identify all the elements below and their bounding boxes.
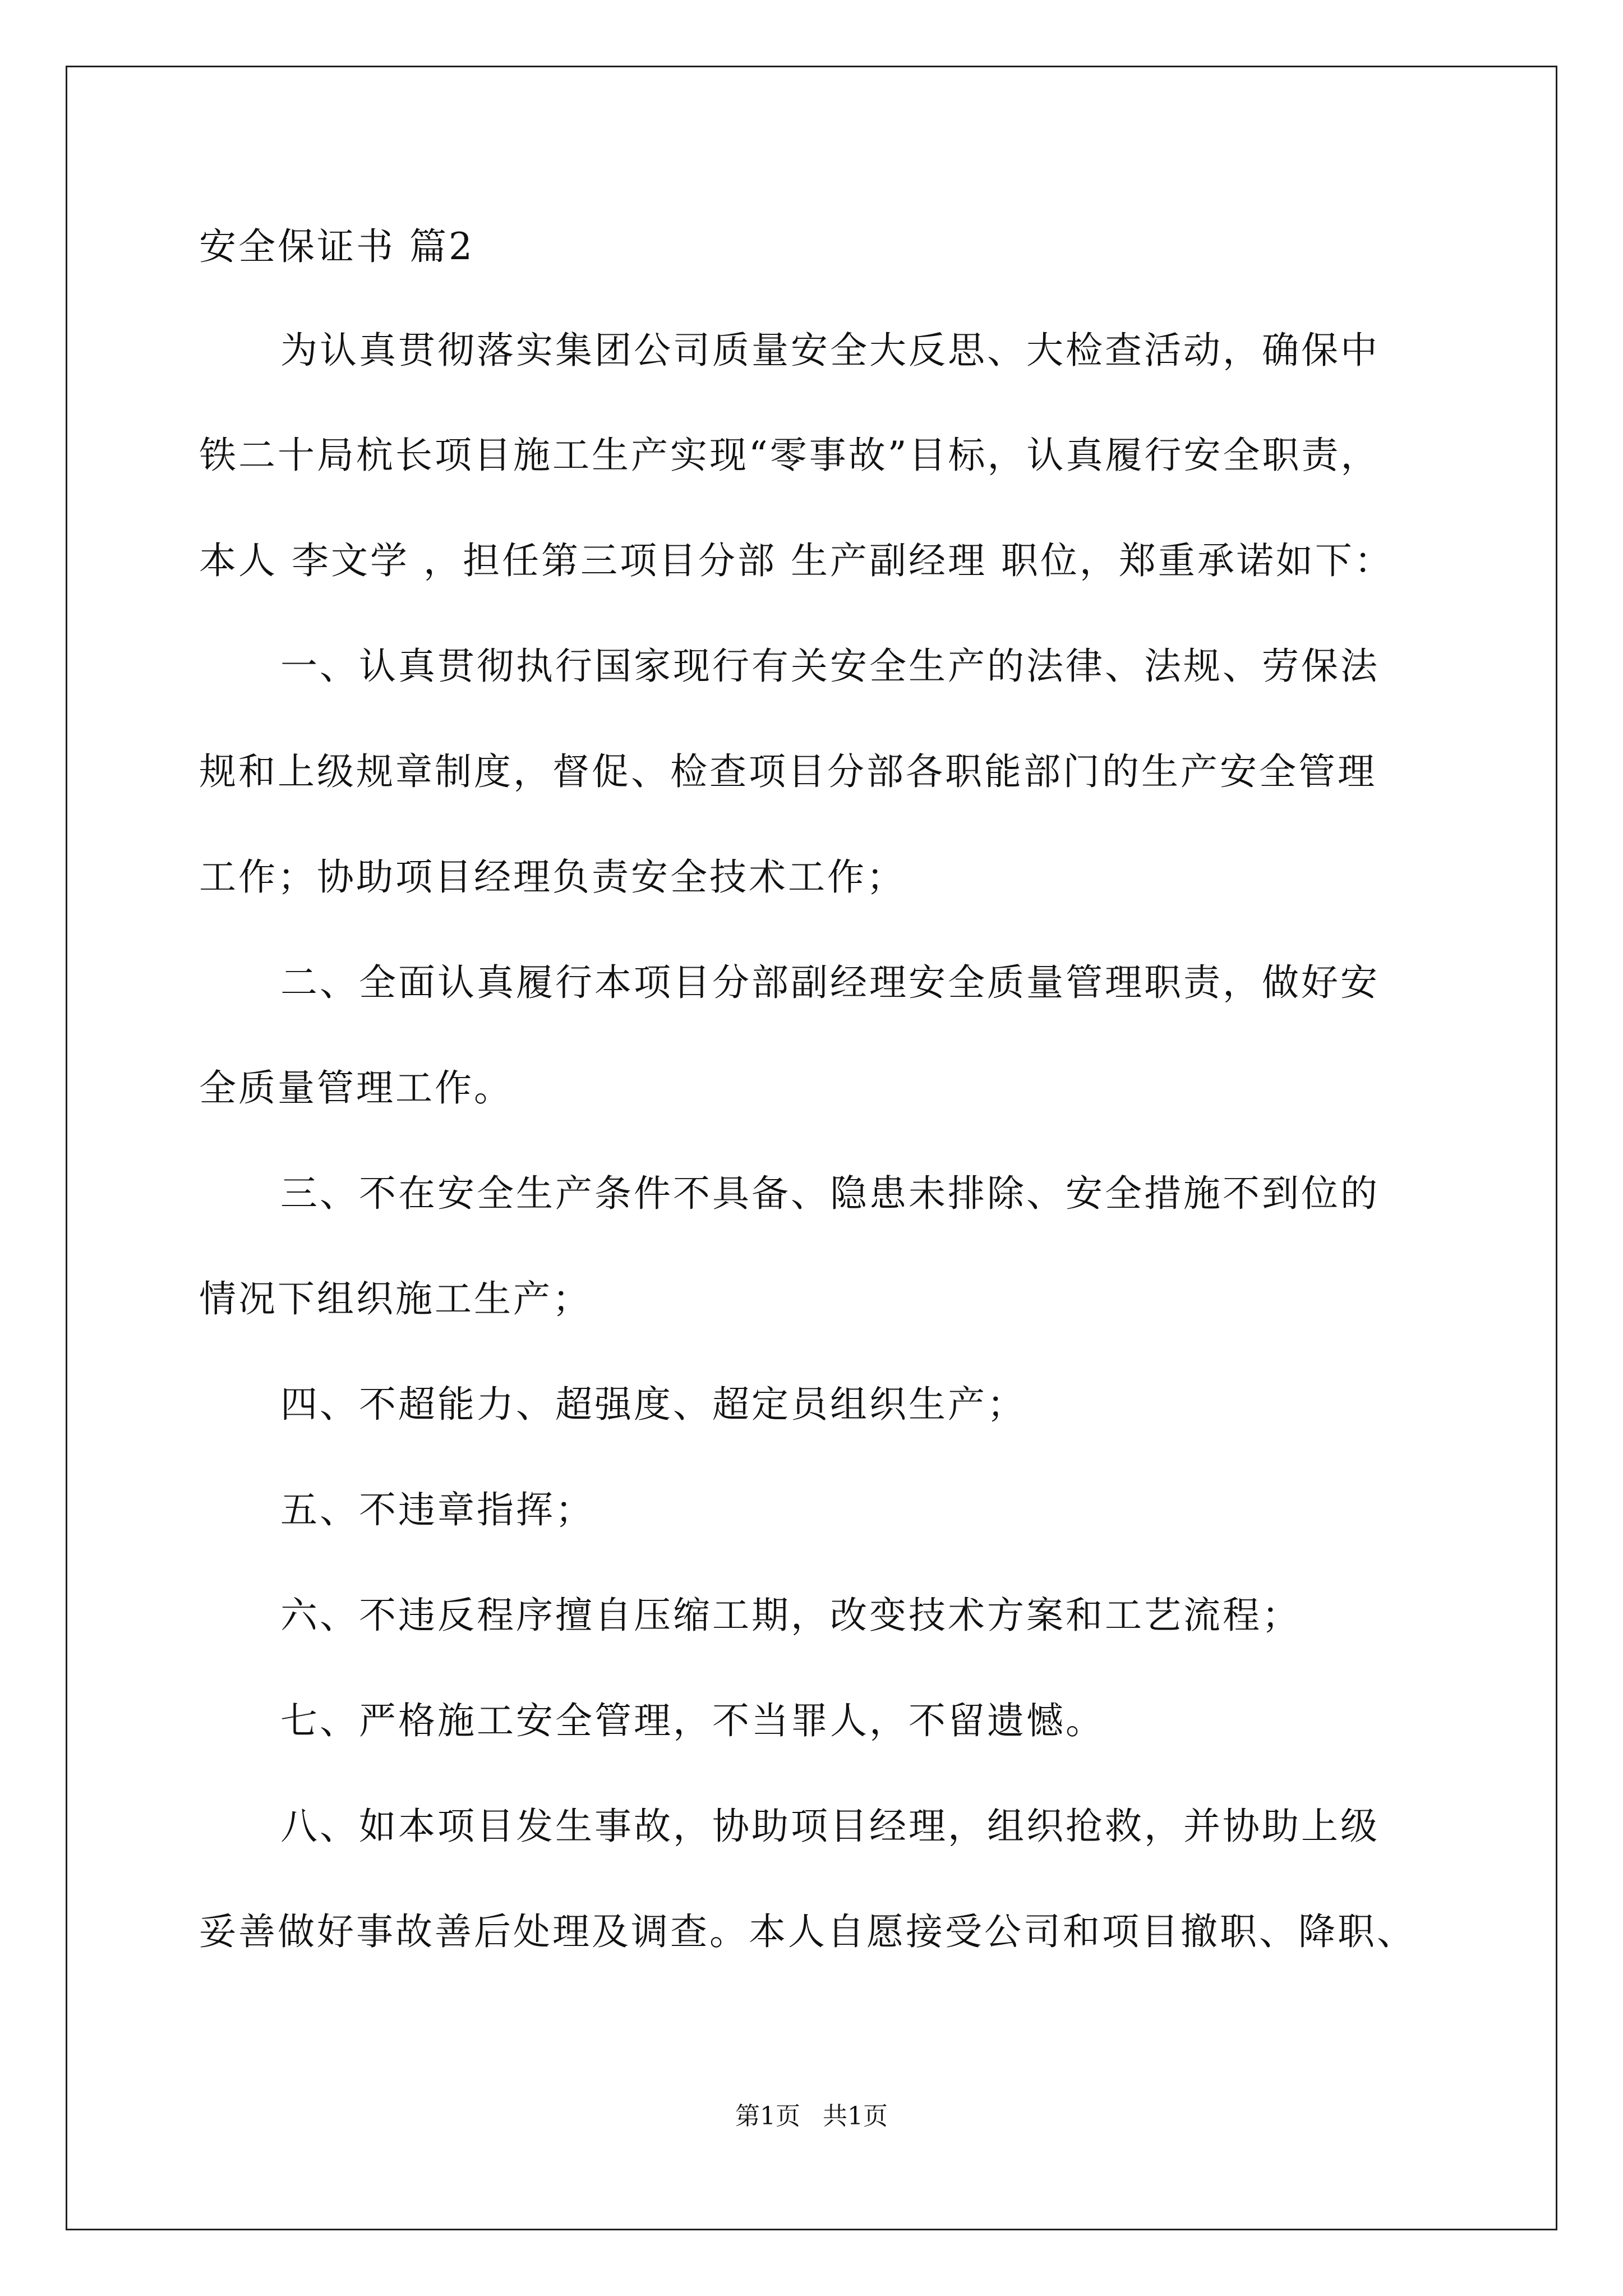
paragraph-line: 为认真贯彻落实集团公司质量安全大反思、大检查活动，确保中 xyxy=(280,329,1380,372)
paragraph-line: 三、不在安全生产条件不具备、隐患未排除、安全措施不到位的 xyxy=(280,1172,1380,1215)
document-title: 安全保证书 篇2 xyxy=(199,225,474,268)
page-number: 第1页 xyxy=(735,2102,800,2131)
page-footer xyxy=(0,2101,1623,2132)
paragraph-line: 五、不违章指挥； xyxy=(280,1488,594,1531)
paragraph-line: 二、全面认真履行本项目分部副经理安全质量管理职责，做好安 xyxy=(280,961,1380,1004)
paragraph-line: 情况下组织施工生产； xyxy=(199,1277,592,1320)
paragraph-line: 七、严格施工安全管理，不当罪人，不留遗憾。 xyxy=(280,1699,1105,1742)
paragraph-line: 一、认真贯彻执行国家现行有关安全生产的法律、法规、劳保法 xyxy=(280,645,1380,688)
paragraph-line: 八、如本项目发生事故，协助项目经理，组织抢救，并协助上级 xyxy=(280,1805,1380,1848)
page-total: 共1页 xyxy=(823,2102,888,2131)
paragraph-line: 铁二十局杭长项目施工生产实现“零事故”目标，认真履行安全职责， xyxy=(199,434,1380,477)
paragraph-line: 妥善做好事故善后处理及调查。本人自愿接受公司和项目撤职、降职、 xyxy=(199,1910,1416,1953)
paragraph-line: 六、不违反程序擅自压缩工期，改变技术方案和工艺流程； xyxy=(280,1594,1301,1637)
paragraph-line: 规和上级规章制度，督促、检查项目分部各职能部门的生产安全管理 xyxy=(199,750,1377,793)
paragraph-line: 工作；协助项目经理负责安全技术工作； xyxy=(199,855,906,899)
paragraph-line: 本人 李文学 ，担任第三项目分部 生产副经理 职位，郑重承诺如下： xyxy=(199,539,1394,582)
page-frame xyxy=(66,66,1557,2230)
paragraph-line: 全质量管理工作。 xyxy=(199,1066,513,1110)
paragraph-line: 四、不超能力、超强度、超定员组织生产； xyxy=(280,1383,1026,1426)
